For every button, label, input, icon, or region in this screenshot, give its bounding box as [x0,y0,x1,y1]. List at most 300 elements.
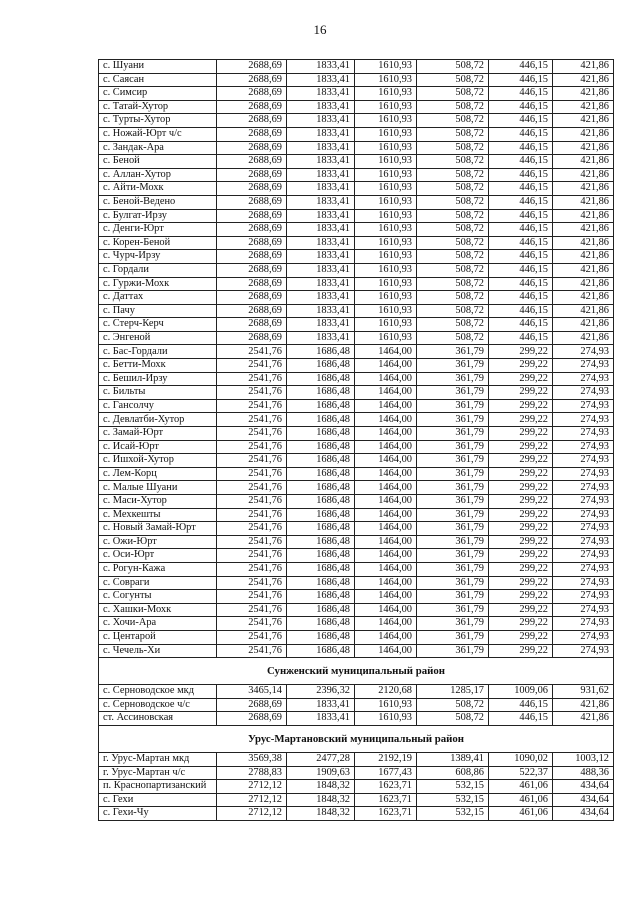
value-cell: 2541,76 [217,386,287,400]
value-cell: 1464,00 [355,427,417,441]
value-cell: 361,79 [417,522,489,536]
value-cell: 434,64 [553,793,614,807]
value-cell: 299,22 [489,535,553,549]
table-row [99,535,614,549]
value-cell: 1833,41 [287,304,355,318]
table-row [99,60,614,74]
value-cell: 508,72 [417,318,489,332]
table-row [99,127,614,141]
settlement-name-cell: с. Исай-Юрт [99,440,217,454]
value-cell: 446,15 [489,100,553,114]
value-cell: 1464,00 [355,345,417,359]
value-cell: 299,22 [489,427,553,441]
settlement-name-cell: с. Зандак-Ара [99,141,217,155]
value-cell: 299,22 [489,576,553,590]
value-cell: 2541,76 [217,359,287,373]
settlement-name-cell: с. Беной [99,155,217,169]
value-cell: 1610,93 [355,182,417,196]
value-cell: 2541,76 [217,481,287,495]
value-cell: 1623,71 [355,780,417,794]
value-cell: 274,93 [553,535,614,549]
table-row [99,495,614,509]
value-cell: 2120,68 [355,685,417,699]
value-cell: 361,79 [417,467,489,481]
value-cell: 361,79 [417,481,489,495]
table-row [99,427,614,441]
value-cell: 2688,69 [217,195,287,209]
value-cell: 361,79 [417,590,489,604]
table-row [99,467,614,481]
value-cell: 446,15 [489,195,553,209]
settlement-name-cell: с. Новый Замай-Юрт [99,522,217,536]
settlement-name-cell: с. Бетти-Мохк [99,359,217,373]
table-row [99,236,614,250]
table-row [99,793,614,807]
value-cell: 299,22 [489,590,553,604]
value-cell: 274,93 [553,427,614,441]
table-row [99,413,614,427]
value-cell: 1833,41 [287,168,355,182]
value-cell: 1833,41 [287,236,355,250]
settlement-name-cell: с. Серноводское ч/с [99,698,217,712]
value-cell: 1686,48 [287,549,355,563]
value-cell: 508,72 [417,141,489,155]
value-cell: 1686,48 [287,617,355,631]
value-cell: 446,15 [489,263,553,277]
value-cell: 532,15 [417,793,489,807]
value-cell: 1686,48 [287,427,355,441]
value-cell: 608,86 [417,766,489,780]
value-cell: 1833,41 [287,209,355,223]
settlement-name-cell: с. Согунты [99,590,217,604]
value-cell: 2688,69 [217,291,287,305]
value-cell: 2477,28 [287,752,355,766]
value-cell: 1833,41 [287,223,355,237]
value-cell: 508,72 [417,73,489,87]
value-cell: 361,79 [417,630,489,644]
value-cell: 1610,93 [355,127,417,141]
value-cell: 2541,76 [217,535,287,549]
value-cell: 508,72 [417,60,489,74]
value-cell: 434,64 [553,780,614,794]
settlement-name-cell: с. Центарой [99,630,217,644]
value-cell: 421,86 [553,331,614,345]
value-cell: 1464,00 [355,372,417,386]
value-cell: 2192,19 [355,752,417,766]
value-cell: 508,72 [417,155,489,169]
value-cell: 1464,00 [355,495,417,509]
value-cell: 1464,00 [355,454,417,468]
table-row [99,372,614,386]
settlement-name-cell: п. Краснопартизанский [99,780,217,794]
value-cell: 3569,38 [217,752,287,766]
value-cell: 421,86 [553,712,614,726]
value-cell: 931,62 [553,685,614,699]
value-cell: 508,72 [417,100,489,114]
value-cell: 274,93 [553,576,614,590]
value-cell: 2688,69 [217,304,287,318]
table-row [99,522,614,536]
value-cell: 274,93 [553,359,614,373]
value-cell: 1686,48 [287,345,355,359]
value-cell: 274,93 [553,644,614,658]
table-row [99,331,614,345]
value-cell: 421,86 [553,236,614,250]
table-row [99,685,614,699]
value-cell: 1610,93 [355,73,417,87]
settlement-name-cell: с. Рогун-Кажа [99,562,217,576]
value-cell: 1833,41 [287,73,355,87]
value-cell: 2688,69 [217,100,287,114]
value-cell: 299,22 [489,522,553,536]
value-cell: 1610,93 [355,223,417,237]
section-header-row [99,725,614,752]
value-cell: 1610,93 [355,168,417,182]
table-row [99,304,614,318]
settlement-name-cell: с. Совраги [99,576,217,590]
value-cell: 421,86 [553,73,614,87]
value-cell: 1610,93 [355,304,417,318]
value-cell: 361,79 [417,644,489,658]
value-cell: 1833,41 [287,141,355,155]
value-cell: 508,72 [417,195,489,209]
value-cell: 461,06 [489,807,553,821]
value-cell: 1686,48 [287,495,355,509]
value-cell: 1610,93 [355,60,417,74]
value-cell: 1833,41 [287,87,355,101]
value-cell: 1003,12 [553,752,614,766]
table-row [99,576,614,590]
table-row [99,168,614,182]
value-cell: 1909,63 [287,766,355,780]
value-cell: 1464,00 [355,359,417,373]
settlement-name-cell: с. Гордали [99,263,217,277]
table-row [99,359,614,373]
value-cell: 274,93 [553,590,614,604]
value-cell: 508,72 [417,712,489,726]
value-cell: 299,22 [489,359,553,373]
value-cell: 299,22 [489,454,553,468]
table-row [99,508,614,522]
value-cell: 2541,76 [217,576,287,590]
value-cell: 508,72 [417,209,489,223]
table-row [99,603,614,617]
value-cell: 2688,69 [217,277,287,291]
value-cell: 1686,48 [287,603,355,617]
value-cell: 1686,48 [287,576,355,590]
value-cell: 2688,69 [217,182,287,196]
value-cell: 421,86 [553,698,614,712]
settlement-name-cell: с. Гансолчу [99,399,217,413]
value-cell: 361,79 [417,576,489,590]
value-cell: 1833,41 [287,331,355,345]
value-cell: 421,86 [553,304,614,318]
value-cell: 421,86 [553,250,614,264]
settlement-name-cell: с. Чечель-Хи [99,644,217,658]
value-cell: 274,93 [553,386,614,400]
value-cell: 274,93 [553,508,614,522]
value-cell: 1833,41 [287,60,355,74]
value-cell: 1610,93 [355,195,417,209]
value-cell: 1623,71 [355,807,417,821]
value-cell: 421,86 [553,223,614,237]
value-cell: 299,22 [489,399,553,413]
value-cell: 446,15 [489,236,553,250]
settlement-name-cell: с. Бильты [99,386,217,400]
value-cell: 508,72 [417,698,489,712]
value-cell: 299,22 [489,386,553,400]
value-cell: 1610,93 [355,236,417,250]
table-row [99,454,614,468]
value-cell: 1848,32 [287,780,355,794]
table-row [99,195,614,209]
value-cell: 2541,76 [217,522,287,536]
value-cell: 1009,06 [489,685,553,699]
settlement-name-cell: с. Чурч-Ирзу [99,250,217,264]
value-cell: 1464,00 [355,603,417,617]
value-cell: 1464,00 [355,535,417,549]
value-cell: 2712,12 [217,807,287,821]
value-cell: 274,93 [553,495,614,509]
table-row [99,562,614,576]
value-cell: 1686,48 [287,413,355,427]
value-cell: 1686,48 [287,644,355,658]
value-cell: 1686,48 [287,522,355,536]
value-cell: 421,86 [553,277,614,291]
value-cell: 508,72 [417,250,489,264]
value-cell: 508,72 [417,277,489,291]
value-cell: 508,72 [417,263,489,277]
table-row [99,263,614,277]
value-cell: 1833,41 [287,100,355,114]
value-cell: 1833,41 [287,277,355,291]
value-cell: 508,72 [417,87,489,101]
value-cell: 1686,48 [287,630,355,644]
value-cell: 522,37 [489,766,553,780]
value-cell: 299,22 [489,630,553,644]
value-cell: 274,93 [553,549,614,563]
value-cell: 361,79 [417,345,489,359]
settlement-name-cell: с. Энгеной [99,331,217,345]
settlement-name-cell: с. Гехи-Чу [99,807,217,821]
value-cell: 1610,93 [355,263,417,277]
value-cell: 1464,00 [355,549,417,563]
value-cell: 1686,48 [287,467,355,481]
value-cell: 1610,93 [355,698,417,712]
value-cell: 421,86 [553,141,614,155]
value-cell: 2541,76 [217,399,287,413]
settlement-name-cell: с. Саясан [99,73,217,87]
value-cell: 299,22 [489,372,553,386]
section-title: Сунженский муниципальный район [99,658,614,685]
settlement-name-cell: с. Аллан-Хутор [99,168,217,182]
settlement-name-cell: с. Денги-Юрт [99,223,217,237]
table-row [99,549,614,563]
settlement-name-cell: с. Малые Шуани [99,481,217,495]
value-cell: 461,06 [489,780,553,794]
value-cell: 1464,00 [355,630,417,644]
value-cell: 274,93 [553,372,614,386]
settlement-name-cell: с. Гехи [99,793,217,807]
value-cell: 2541,76 [217,508,287,522]
value-cell: 2712,12 [217,793,287,807]
value-cell: 446,15 [489,223,553,237]
table-row [99,386,614,400]
value-cell: 421,86 [553,168,614,182]
table-row [99,807,614,821]
table-row [99,345,614,359]
table-row [99,114,614,128]
value-cell: 508,72 [417,182,489,196]
value-cell: 2688,69 [217,263,287,277]
value-cell: 361,79 [417,617,489,631]
value-cell: 446,15 [489,114,553,128]
value-cell: 2541,76 [217,454,287,468]
value-cell: 2541,76 [217,467,287,481]
settlement-name-cell: с. Бас-Гордали [99,345,217,359]
settlement-name-cell: с. Хочи-Ара [99,617,217,631]
value-cell: 274,93 [553,522,614,536]
settlement-name-cell: с. Ожи-Юрт [99,535,217,549]
value-cell: 1686,48 [287,440,355,454]
table-row [99,766,614,780]
value-cell: 1686,48 [287,372,355,386]
value-cell: 1464,00 [355,644,417,658]
settlement-name-cell: с. Булгат-Ирзу [99,209,217,223]
value-cell: 1464,00 [355,590,417,604]
value-cell: 2712,12 [217,780,287,794]
value-cell: 446,15 [489,277,553,291]
value-cell: 461,06 [489,793,553,807]
value-cell: 1610,93 [355,141,417,155]
value-cell: 1686,48 [287,454,355,468]
settlement-name-cell: с. Айти-Мохк [99,182,217,196]
table-row [99,630,614,644]
value-cell: 508,72 [417,168,489,182]
value-cell: 2541,76 [217,603,287,617]
value-cell: 508,72 [417,223,489,237]
value-cell: 361,79 [417,413,489,427]
value-cell: 299,22 [489,603,553,617]
value-cell: 1464,00 [355,508,417,522]
table-row [99,250,614,264]
value-cell: 1464,00 [355,399,417,413]
value-cell: 299,22 [489,413,553,427]
table-row [99,644,614,658]
settlement-name-cell: с. Серноводское мкд [99,685,217,699]
value-cell: 1090,02 [489,752,553,766]
value-cell: 274,93 [553,454,614,468]
settlement-name-cell: с. Мехкешты [99,508,217,522]
value-cell: 508,72 [417,304,489,318]
settlement-name-cell: с. Замай-Юрт [99,427,217,441]
value-cell: 1464,00 [355,440,417,454]
tariff-table [98,59,614,821]
value-cell: 2688,69 [217,87,287,101]
value-cell: 508,72 [417,291,489,305]
value-cell: 421,86 [553,155,614,169]
value-cell: 1833,41 [287,712,355,726]
value-cell: 1686,48 [287,481,355,495]
value-cell: 274,93 [553,630,614,644]
value-cell: 274,93 [553,617,614,631]
value-cell: 1833,41 [287,195,355,209]
value-cell: 2688,69 [217,155,287,169]
value-cell: 421,86 [553,127,614,141]
value-cell: 299,22 [489,508,553,522]
value-cell: 1686,48 [287,590,355,604]
value-cell: 2541,76 [217,590,287,604]
value-cell: 2688,69 [217,318,287,332]
value-cell: 2541,76 [217,440,287,454]
settlement-name-cell: с. Девлатби-Хутор [99,413,217,427]
value-cell: 299,22 [489,562,553,576]
table-row [99,752,614,766]
value-cell: 274,93 [553,603,614,617]
value-cell: 508,72 [417,331,489,345]
value-cell: 299,22 [489,549,553,563]
value-cell: 488,36 [553,766,614,780]
settlement-name-cell: с. Хашки-Мохк [99,603,217,617]
value-cell: 421,86 [553,114,614,128]
value-cell: 1686,48 [287,508,355,522]
table-row [99,291,614,305]
table-row [99,100,614,114]
section-title: Урус-Мартановский муниципальный район [99,725,614,752]
value-cell: 1833,41 [287,698,355,712]
table-row [99,481,614,495]
value-cell: 299,22 [489,440,553,454]
value-cell: 1610,93 [355,712,417,726]
value-cell: 1464,00 [355,576,417,590]
value-cell: 2688,69 [217,712,287,726]
settlement-name-cell: с. Оси-Юрт [99,549,217,563]
value-cell: 421,86 [553,195,614,209]
value-cell: 361,79 [417,508,489,522]
settlement-name-cell: ст. Ассиновская [99,712,217,726]
value-cell: 2541,76 [217,495,287,509]
value-cell: 2541,76 [217,562,287,576]
table-row [99,209,614,223]
value-cell: 1285,17 [417,685,489,699]
value-cell: 421,86 [553,100,614,114]
value-cell: 1848,32 [287,793,355,807]
value-cell: 274,93 [553,481,614,495]
value-cell: 274,93 [553,440,614,454]
value-cell: 1610,93 [355,277,417,291]
table-row [99,712,614,726]
table-row [99,698,614,712]
value-cell: 2541,76 [217,413,287,427]
value-cell: 2688,69 [217,60,287,74]
table-row [99,590,614,604]
value-cell: 508,72 [417,127,489,141]
value-cell: 508,72 [417,236,489,250]
settlement-name-cell: с. Татай-Хутор [99,100,217,114]
value-cell: 299,22 [489,617,553,631]
value-cell: 1464,00 [355,522,417,536]
settlement-name-cell: г. Урус-Мартан ч/с [99,766,217,780]
value-cell: 446,15 [489,73,553,87]
value-cell: 2396,32 [287,685,355,699]
value-cell: 1464,00 [355,386,417,400]
value-cell: 446,15 [489,168,553,182]
value-cell: 1464,00 [355,617,417,631]
value-cell: 361,79 [417,359,489,373]
value-cell: 361,79 [417,427,489,441]
value-cell: 274,93 [553,413,614,427]
table-row [99,73,614,87]
